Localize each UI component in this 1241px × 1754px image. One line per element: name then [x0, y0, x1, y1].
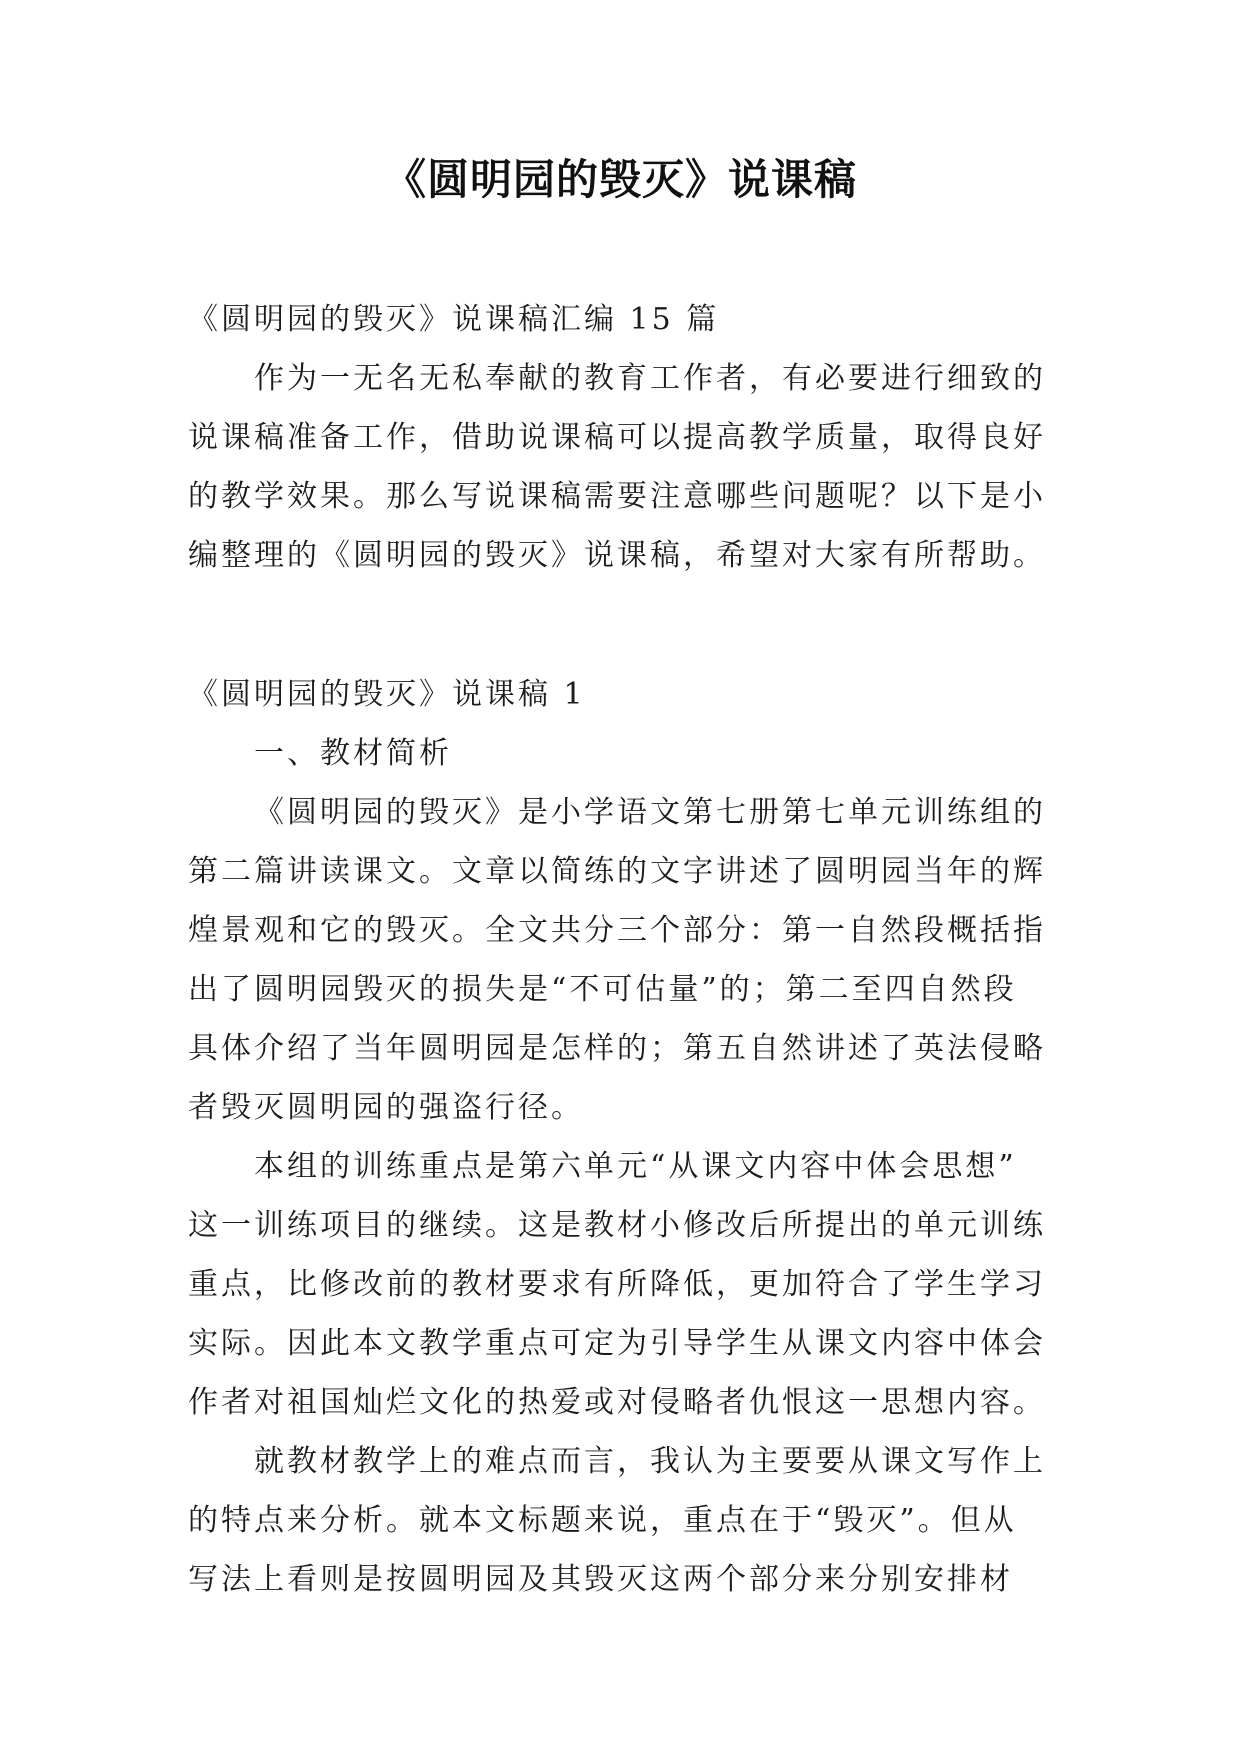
paragraph-line: 《圆明园的毁灭》是小学语文第七册第七单元训练组的: [254, 795, 1046, 830]
paragraph-line: 第二篇讲读课文。文章以简练的文字讲述了圆明园当年的辉: [188, 854, 1046, 889]
paragraph-line: 实际。因此本文教学重点可定为引导学生从课文内容中体会: [188, 1326, 1046, 1361]
intro-heading: 《圆明园的毁灭》说课稿汇编 15 篇: [188, 302, 720, 337]
intro-line: 作为一无名无私奉献的教育工作者，有必要进行细致的: [254, 361, 1046, 396]
paragraph-line: 的特点来分析。就本文标题来说，重点在于“毁灭”。但从: [188, 1503, 1017, 1538]
paragraph-line: 写法上看则是按圆明园及其毁灭这两个部分来分别安排材: [188, 1562, 1013, 1597]
section-gap: [188, 585, 1054, 665]
document-body: [188, 290, 1054, 1609]
paragraph-line: 作者对祖国灿烂文化的热爱或对侵略者仇恨这一思想内容。: [188, 1385, 1046, 1420]
section-heading: 《圆明园的毁灭》说课稿 1: [188, 677, 586, 712]
paragraph-line: 就教材教学上的难点而言，我认为主要要从课文写作上: [254, 1444, 1046, 1479]
paragraph-line: 具体介绍了当年圆明园是怎样的；第五自然讲述了英法侵略: [188, 1031, 1046, 1066]
intro-line: 编整理的《圆明园的毁灭》说课稿，希望对大家有所帮助。: [188, 538, 1046, 573]
page-title: 《圆明园的毁灭》说课稿: [383, 155, 857, 204]
paragraph-line: 出了圆明园毁灭的损失是“不可估量”的；第二至四自然段: [188, 972, 1017, 1007]
paragraph-line: 煌景观和它的毁灭。全文共分三个部分：第一自然段概括指: [188, 913, 1046, 948]
paragraph-line: 者毁灭圆明园的强盗行径。: [188, 1090, 584, 1125]
paragraph-line: 重点，比修改前的教材要求有所降低，更加符合了学生学习: [188, 1267, 1046, 1302]
section-subheading: 一、教材简析: [254, 736, 452, 771]
paragraph-line: 本组的训练重点是第六单元“从课文内容中体会思想”: [254, 1149, 1017, 1184]
paragraph-line: 这一训练项目的继续。这是教材小修改后所提出的单元训练: [188, 1208, 1046, 1243]
intro-line: 的教学效果。那么写说课稿需要注意哪些问题呢？以下是小: [188, 479, 1046, 514]
intro-line: 说课稿准备工作，借助说课稿可以提高教学质量，取得良好: [188, 420, 1046, 455]
